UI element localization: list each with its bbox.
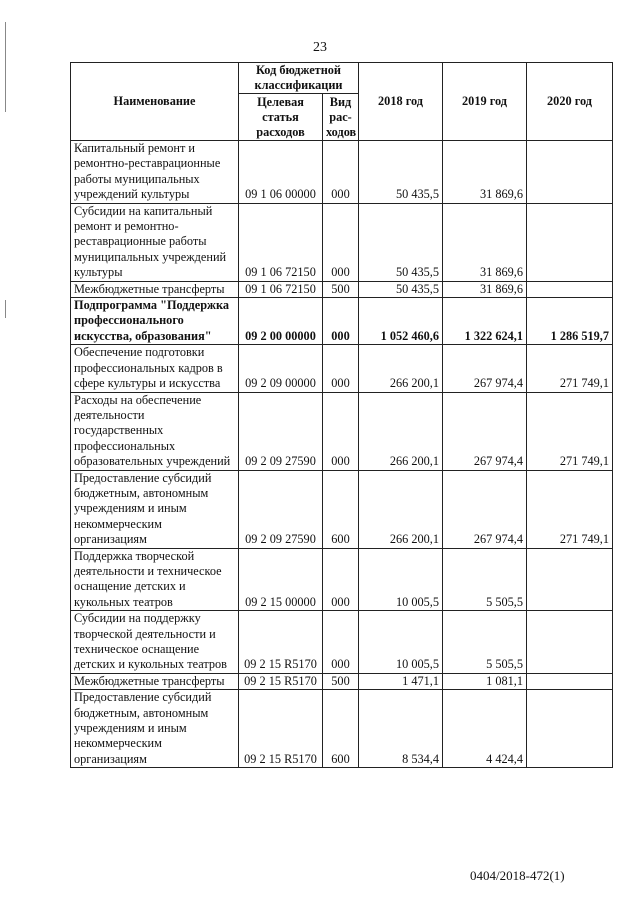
row-value-2020 <box>527 203 613 281</box>
row-name: Межбюджетные трансферты <box>71 673 239 689</box>
table-row <box>71 345 613 392</box>
row-value-2018: 266 200,1 <box>359 470 443 548</box>
row-name: Подпрограмма "Поддержка профессионального искусства, образования" <box>71 298 239 345</box>
row-value-2019: 1 322 624,1 <box>443 298 527 345</box>
row-value-2020: 271 749,1 <box>527 345 613 392</box>
row-target-article: 09 2 00 00000 <box>239 298 323 345</box>
header-2018: 2018 год <box>359 63 443 141</box>
row-target-article: 09 1 06 00000 <box>239 141 323 204</box>
row-name: Предоставление субсидий бюджетным, автономным учреждениям и иным некоммерческим организациям <box>71 470 239 548</box>
row-value-2018: 266 200,1 <box>359 345 443 392</box>
scan-margin-mark <box>5 22 6 112</box>
table-row <box>71 673 613 689</box>
budget-table <box>70 62 613 768</box>
row-value-2019: 31 869,6 <box>443 203 527 281</box>
document-code: 0404/2018-472(1) <box>470 868 565 883</box>
row-value-2018: 50 435,5 <box>359 281 443 297</box>
row-expense-type: 000 <box>323 141 359 204</box>
row-expense-type: 000 <box>323 548 359 611</box>
row-value-2020 <box>527 673 613 689</box>
row-value-2019: 31 869,6 <box>443 281 527 297</box>
table-row <box>71 548 613 611</box>
row-value-2018: 10 005,5 <box>359 548 443 611</box>
row-value-2020: 1 286 519,7 <box>527 298 613 345</box>
row-value-2019: 5 505,5 <box>443 548 527 611</box>
row-value-2018: 50 435,5 <box>359 141 443 204</box>
header-2019: 2019 год <box>443 63 527 141</box>
row-value-2018: 1 471,1 <box>359 673 443 689</box>
table-row <box>71 690 613 768</box>
row-expense-type: 000 <box>323 345 359 392</box>
row-value-2020 <box>527 548 613 611</box>
row-value-2018: 8 534,4 <box>359 690 443 768</box>
row-value-2018: 10 005,5 <box>359 611 443 674</box>
header-expense-type: Вид рас-ходов <box>323 94 359 141</box>
row-name: Субсидии на капитальный ремонт и ремонтно-реставрационные работы муниципальных учреждений культуры <box>71 203 239 281</box>
row-target-article: 09 2 15 R5170 <box>239 611 323 674</box>
row-value-2020 <box>527 141 613 204</box>
row-value-2019: 4 424,4 <box>443 690 527 768</box>
table-row <box>71 141 613 204</box>
row-name: Капитальный ремонт и ремонтно-реставрационные работы муниципальных учреждений культуры <box>71 141 239 204</box>
table-row <box>71 392 613 470</box>
row-value-2019: 267 974,4 <box>443 470 527 548</box>
row-value-2018: 50 435,5 <box>359 203 443 281</box>
row-value-2019: 31 869,6 <box>443 141 527 204</box>
row-expense-type: 500 <box>323 281 359 297</box>
row-value-2020: 271 749,1 <box>527 392 613 470</box>
row-value-2019: 267 974,4 <box>443 392 527 470</box>
row-value-2018: 1 052 460,6 <box>359 298 443 345</box>
row-value-2019: 267 974,4 <box>443 345 527 392</box>
row-name: Межбюджетные трансферты <box>71 281 239 297</box>
table-row <box>71 298 613 345</box>
row-expense-type: 000 <box>323 392 359 470</box>
row-expense-type: 000 <box>323 203 359 281</box>
row-value-2020 <box>527 690 613 768</box>
row-expense-type: 600 <box>323 690 359 768</box>
row-name: Расходы на обеспечение деятельности государственных профессиональных образовательных учреждений <box>71 392 239 470</box>
row-value-2020 <box>527 611 613 674</box>
row-expense-type: 500 <box>323 673 359 689</box>
row-value-2018: 266 200,1 <box>359 392 443 470</box>
row-target-article: 09 2 15 R5170 <box>239 690 323 768</box>
table-row <box>71 281 613 297</box>
header-2020: 2020 год <box>527 63 613 141</box>
row-target-article: 09 2 09 00000 <box>239 345 323 392</box>
row-target-article: 09 1 06 72150 <box>239 281 323 297</box>
row-expense-type: 600 <box>323 470 359 548</box>
page-number: 23 <box>313 40 327 55</box>
scan-margin-mark <box>5 300 6 318</box>
row-name: Субсидии на поддержку творческой деятельности и техническое оснащение детских и кукольных театров <box>71 611 239 674</box>
row-expense-type: 000 <box>323 611 359 674</box>
row-target-article: 09 2 09 27590 <box>239 392 323 470</box>
row-target-article: 09 2 15 R5170 <box>239 673 323 689</box>
header-row <box>71 63 613 94</box>
row-expense-type: 000 <box>323 298 359 345</box>
row-target-article: 09 2 09 27590 <box>239 470 323 548</box>
row-value-2019: 1 081,1 <box>443 673 527 689</box>
table-row <box>71 203 613 281</box>
header-target-article: Целевая статья расходов <box>239 94 323 141</box>
header-name: Наименование <box>71 63 239 141</box>
row-name: Предоставление субсидий бюджетным, автономным учреждениям и иным некоммерческим организациям <box>71 690 239 768</box>
header-kbk-group: Код бюджетной классификации <box>239 63 359 94</box>
row-value-2020 <box>527 281 613 297</box>
table-row <box>71 611 613 674</box>
row-name: Обеспечение подготовки профессиональных кадров в сфере культуры и искусства <box>71 345 239 392</box>
row-name: Поддержка творческой деятельности и техническое оснащение детских и кукольных театров <box>71 548 239 611</box>
table-row <box>71 470 613 548</box>
row-value-2020: 271 749,1 <box>527 470 613 548</box>
row-target-article: 09 1 06 72150 <box>239 203 323 281</box>
row-value-2019: 5 505,5 <box>443 611 527 674</box>
row-target-article: 09 2 15 00000 <box>239 548 323 611</box>
